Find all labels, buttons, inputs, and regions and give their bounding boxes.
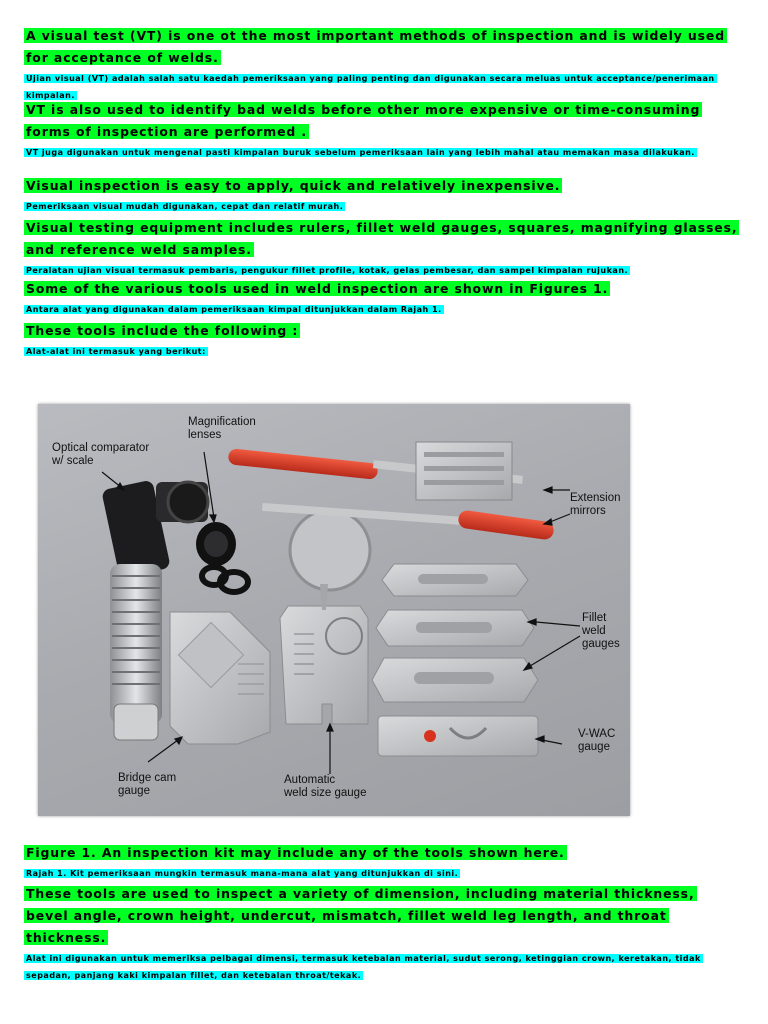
label-v-wac-gauge: V-WAC gauge <box>578 728 616 753</box>
paragraph-1-malay: Ujian visual (VT) adalah salah satu kaedah pemeriksaan yang paling penting dan digunakan secara meluas untuk acceptance/penerimaan kimpalan. <box>26 74 715 100</box>
paragraph-5-malay: Antara alat yang digunakan dalam pemeriksaan kimpal ditunjukkan dalam Rajah 1. <box>26 305 442 314</box>
automatic-weld-size-gauge-shape <box>280 584 368 724</box>
paragraph-1-english: A visual test (VT) is one ot the most important methods of inspection and is widely used for acceptance of welds. <box>26 28 725 65</box>
inspection-kit-photo <box>38 404 630 816</box>
paragraph-6 <box>24 319 740 359</box>
paragraph-6-english: These tools include the following : <box>26 323 299 338</box>
paragraph-4-malay: Peralatan ujian visual termasuk pembaris, pengukur fillet profile, kotak, gelas pembesar, dan sampel kimpalan rujukan. <box>26 266 629 275</box>
closing-malay: Alat ini digunakan untuk memeriksa pelbagai dimensi, termasuk ketebalan material, sudut serong, ketinggian crown, keretakan, tidak sepadan, panjang kaki kimpalan fillet, dan ketebalan throat/tekak. <box>26 954 701 980</box>
paragraph-3 <box>24 174 740 214</box>
label-extension-mirrors: Extension mirrors <box>570 492 621 517</box>
paragraph-2-english: VT is also used to identify bad welds before other more expensive or time-consuming forms of inspection are performed . <box>26 102 701 139</box>
extension-mirror-top-shape <box>228 442 523 500</box>
paragraph-3-malay: Pemeriksaan visual mudah digunakan, cepat dan relatif murah. <box>26 202 344 211</box>
v-wac-gauge-shape <box>378 716 538 756</box>
paragraph-5-english: Some of the various tools used in weld inspection are shown in Figures 1. <box>26 281 609 296</box>
fillet-weld-gauges-shape <box>372 564 538 702</box>
paragraph-2 <box>24 98 740 160</box>
magnification-lenses-shape <box>196 522 248 592</box>
paragraph-2-malay: VT juga digunakan untuk mengenal pasti kimpalan buruk sebelum pemeriksaan lain yang lebih mahal atau memakan masa dilakukan. <box>26 148 695 157</box>
closing-paragraph <box>24 882 740 983</box>
label-fillet-weld-gauges: Fillet weld gauges <box>582 612 620 650</box>
paragraph-3-english: Visual inspection is easy to apply, quick and relatively inexpensive. <box>26 178 561 193</box>
paragraph-6-malay: Alat-alat ini termasuk yang berikut: <box>26 347 206 356</box>
paragraph-1 <box>24 24 740 103</box>
paragraph-4 <box>24 216 740 278</box>
paragraph-4-english: Visual testing equipment includes rulers, fillet weld gauges, squares, magnifying glasses, and reference weld samples. <box>26 220 738 257</box>
closing-english: These tools are used to inspect a variety of dimension, including material thickness, bevel angle, crown height, undercut, mismatch, fillet weld leg length, and throat thickness. <box>26 886 695 945</box>
caption-malay: Rajah 1. Kit pemeriksaan mungkin termasuk mana-mana alat yang ditunjukkan di sini. <box>26 869 459 878</box>
caption-english: Figure 1. An inspection kit may include any of the tools shown here. <box>26 845 565 860</box>
label-magnification-lenses: Magnification lenses <box>188 416 256 441</box>
label-bridge-cam-gauge: Bridge cam gauge <box>118 772 177 797</box>
bridge-cam-gauge-shape <box>170 612 270 744</box>
paragraph-5 <box>24 277 740 317</box>
figure-caption <box>24 841 740 881</box>
label-optical-comparator: Optical comparator w/ scale <box>52 442 150 467</box>
label-automatic-weld-size-gauge: Automatic weld size gauge <box>284 774 367 799</box>
